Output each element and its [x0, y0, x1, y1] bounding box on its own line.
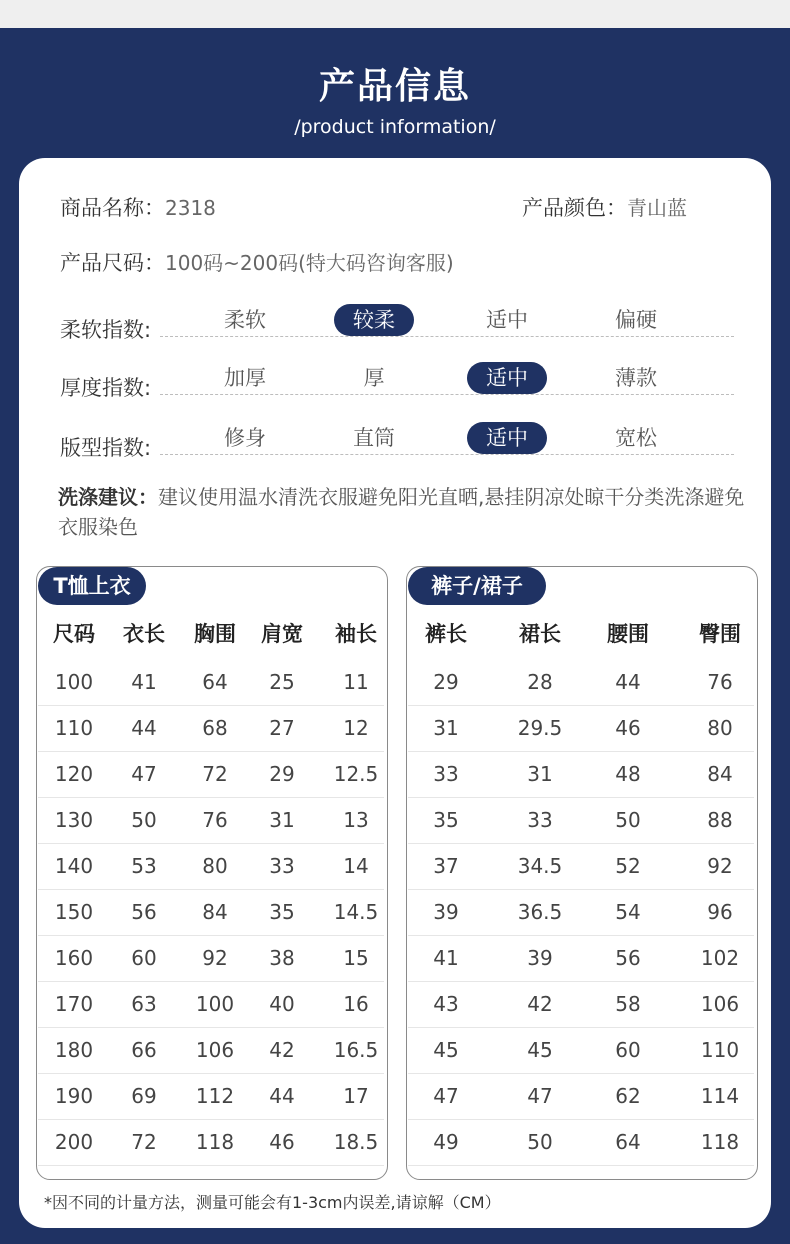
table-cell: 130	[54, 808, 94, 832]
wash-text: 建议使用温水清洗衣服避免阳光直晒,悬挂阴凉处晾干分类洗涤避免衣服染色	[58, 485, 745, 539]
table-cell: 92	[202, 946, 228, 970]
table-cell: 112	[195, 1084, 235, 1108]
table-row	[408, 889, 754, 936]
table-row	[38, 1119, 384, 1166]
table-cell: 88	[707, 808, 733, 832]
table-cell: 52	[615, 854, 641, 878]
table-cell: 16	[343, 992, 369, 1016]
table-cell: 150	[54, 900, 94, 924]
table-cell: 64	[615, 1130, 641, 1154]
index-option: 修身	[224, 426, 266, 450]
index-label: 版型指数:	[60, 436, 152, 460]
table-cell: 110	[700, 1038, 740, 1062]
table-cell: 50	[615, 808, 641, 832]
table-cell: 84	[202, 900, 228, 924]
table-cell: 33	[527, 808, 553, 832]
table-row	[408, 1027, 754, 1074]
table-cell: 12.5	[333, 762, 379, 786]
table-cell: 68	[202, 716, 228, 740]
page-title: 产品信息	[318, 66, 471, 107]
table-cell: 35	[269, 900, 295, 924]
product-name-label: 商品名称：	[60, 196, 165, 220]
table-cell: 47	[131, 762, 157, 786]
table-cell: 35	[433, 808, 459, 832]
table-cell: 27	[269, 716, 295, 740]
index-option: 直筒	[353, 426, 395, 450]
index-label: 柔软指数:	[60, 318, 152, 342]
table-cell: 33	[433, 762, 459, 786]
table-cell: 46	[269, 1130, 295, 1154]
column-header: 衣长	[123, 622, 165, 646]
table-cell: 39	[433, 900, 459, 924]
table-cell: 180	[54, 1038, 94, 1062]
tshirt-table-tag: T恤上衣	[38, 567, 146, 605]
table-cell: 14	[343, 854, 369, 878]
index-option: 薄款	[615, 366, 657, 390]
dotted-divider	[160, 336, 734, 337]
table-cell: 120	[54, 762, 94, 786]
wash-label: 洗涤建议：	[58, 485, 158, 509]
table-cell: 47	[527, 1084, 553, 1108]
product-name	[60, 192, 216, 222]
table-row	[408, 1073, 754, 1120]
table-cell: 31	[527, 762, 553, 786]
table-row	[38, 981, 384, 1028]
table-cell: 11	[343, 670, 369, 694]
table-row	[38, 659, 384, 706]
table-cell: 76	[202, 808, 228, 832]
pants-table-tag: 裤子/裙子	[408, 567, 546, 605]
table-row	[408, 935, 754, 982]
table-row	[408, 751, 754, 798]
table-cell: 12	[343, 716, 369, 740]
table-cell: 69	[131, 1084, 157, 1108]
table-cell: 48	[615, 762, 641, 786]
table-cell: 29.5	[517, 716, 563, 740]
page-subtitle: /product information/	[294, 116, 496, 138]
wash-advice	[58, 482, 758, 542]
index-option: 柔软	[224, 308, 266, 332]
table-row	[38, 1073, 384, 1120]
table-cell: 31	[269, 808, 295, 832]
table-row	[38, 843, 384, 890]
column-header: 胸围	[194, 622, 236, 646]
table-cell: 50	[527, 1130, 553, 1154]
table-cell: 40	[269, 992, 295, 1016]
table-cell: 114	[700, 1084, 740, 1108]
table-cell: 72	[131, 1130, 157, 1154]
table-cell: 34.5	[517, 854, 563, 878]
table-cell: 53	[131, 854, 157, 878]
measurement-footnote: *因不同的计量方法，测量可能会有1-3cm内误差,请谅解（CM）	[44, 1193, 501, 1212]
table-cell: 15	[343, 946, 369, 970]
table-cell: 102	[700, 946, 740, 970]
table-cell: 46	[615, 716, 641, 740]
table-cell: 41	[131, 670, 157, 694]
table-cell: 25	[269, 670, 295, 694]
table-cell: 47	[433, 1084, 459, 1108]
table-cell: 14.5	[333, 900, 379, 924]
table-cell: 100	[54, 670, 94, 694]
table-cell: 31	[433, 716, 459, 740]
table-row	[408, 843, 754, 890]
table-cell: 36.5	[517, 900, 563, 924]
table-cell: 60	[615, 1038, 641, 1062]
column-header: 臀围	[699, 622, 741, 646]
product-size	[60, 247, 454, 277]
table-cell: 96	[707, 900, 733, 924]
table-cell: 44	[131, 716, 157, 740]
table-cell: 28	[527, 670, 553, 694]
table-cell: 62	[615, 1084, 641, 1108]
dotted-divider	[160, 394, 734, 395]
table-cell: 29	[269, 762, 295, 786]
table-row	[408, 797, 754, 844]
table-cell: 84	[707, 762, 733, 786]
table-row	[38, 705, 384, 752]
index-option: 适中	[486, 308, 528, 332]
table-cell: 80	[202, 854, 228, 878]
table-cell: 63	[131, 992, 157, 1016]
table-cell: 76	[707, 670, 733, 694]
table-cell: 200	[54, 1130, 94, 1154]
table-cell: 56	[131, 900, 157, 924]
table-cell: 54	[615, 900, 641, 924]
table-row	[38, 751, 384, 798]
table-row	[408, 1119, 754, 1166]
table-row	[38, 935, 384, 982]
table-cell: 66	[131, 1038, 157, 1062]
table-cell: 106	[700, 992, 740, 1016]
table-cell: 41	[433, 946, 459, 970]
table-cell: 29	[433, 670, 459, 694]
index-option: 厚	[363, 366, 385, 390]
top-strip	[0, 0, 790, 28]
table-cell: 13	[343, 808, 369, 832]
table-cell: 44	[269, 1084, 295, 1108]
table-cell: 118	[700, 1130, 740, 1154]
table-row	[408, 705, 754, 752]
table-row	[408, 659, 754, 706]
index-label: 厚度指数:	[60, 376, 152, 400]
table-cell: 42	[269, 1038, 295, 1062]
table-cell: 49	[433, 1130, 459, 1154]
column-header: 裤长	[425, 622, 467, 646]
table-cell: 45	[433, 1038, 459, 1062]
index-option-selected: 适中	[467, 362, 547, 394]
table-cell: 110	[54, 716, 94, 740]
table-cell: 38	[269, 946, 295, 970]
table-cell: 106	[195, 1038, 235, 1062]
product-size-value: 100码~200码(特大码咨询客服)	[165, 251, 454, 275]
index-option: 加厚	[224, 366, 266, 390]
table-cell: 37	[433, 854, 459, 878]
table-cell: 56	[615, 946, 641, 970]
table-cell: 100	[195, 992, 235, 1016]
table-cell: 44	[615, 670, 641, 694]
table-row	[38, 889, 384, 936]
product-size-label: 产品尺码：	[60, 251, 165, 275]
product-name-value: 2318	[165, 196, 216, 220]
column-header: 腰围	[607, 622, 649, 646]
table-cell: 60	[131, 946, 157, 970]
product-color-value: 青山蓝	[627, 196, 687, 220]
product-color	[522, 192, 687, 222]
table-cell: 72	[202, 762, 228, 786]
table-cell: 64	[202, 670, 228, 694]
column-header: 肩宽	[261, 622, 303, 646]
table-cell: 42	[527, 992, 553, 1016]
table-cell: 43	[433, 992, 459, 1016]
table-row	[38, 797, 384, 844]
table-cell: 18.5	[333, 1130, 379, 1154]
table-cell: 80	[707, 716, 733, 740]
column-header: 尺码	[53, 622, 95, 646]
table-cell: 140	[54, 854, 94, 878]
table-cell: 58	[615, 992, 641, 1016]
table-cell: 118	[195, 1130, 235, 1154]
product-color-label: 产品颜色：	[522, 196, 627, 220]
table-cell: 160	[54, 946, 94, 970]
index-option-selected: 较柔	[334, 304, 414, 336]
table-row	[408, 981, 754, 1028]
table-cell: 170	[54, 992, 94, 1016]
table-cell: 17	[343, 1084, 369, 1108]
table-cell: 45	[527, 1038, 553, 1062]
table-row	[38, 1027, 384, 1074]
index-option: 宽松	[615, 426, 657, 450]
table-cell: 16.5	[333, 1038, 379, 1062]
table-cell: 50	[131, 808, 157, 832]
table-cell: 39	[527, 946, 553, 970]
table-cell: 190	[54, 1084, 94, 1108]
column-header: 裙长	[519, 622, 561, 646]
table-cell: 92	[707, 854, 733, 878]
table-cell: 33	[269, 854, 295, 878]
index-option: 偏硬	[615, 308, 657, 332]
index-option-selected: 适中	[467, 422, 547, 454]
column-header: 袖长	[335, 622, 377, 646]
dotted-divider	[160, 454, 734, 455]
